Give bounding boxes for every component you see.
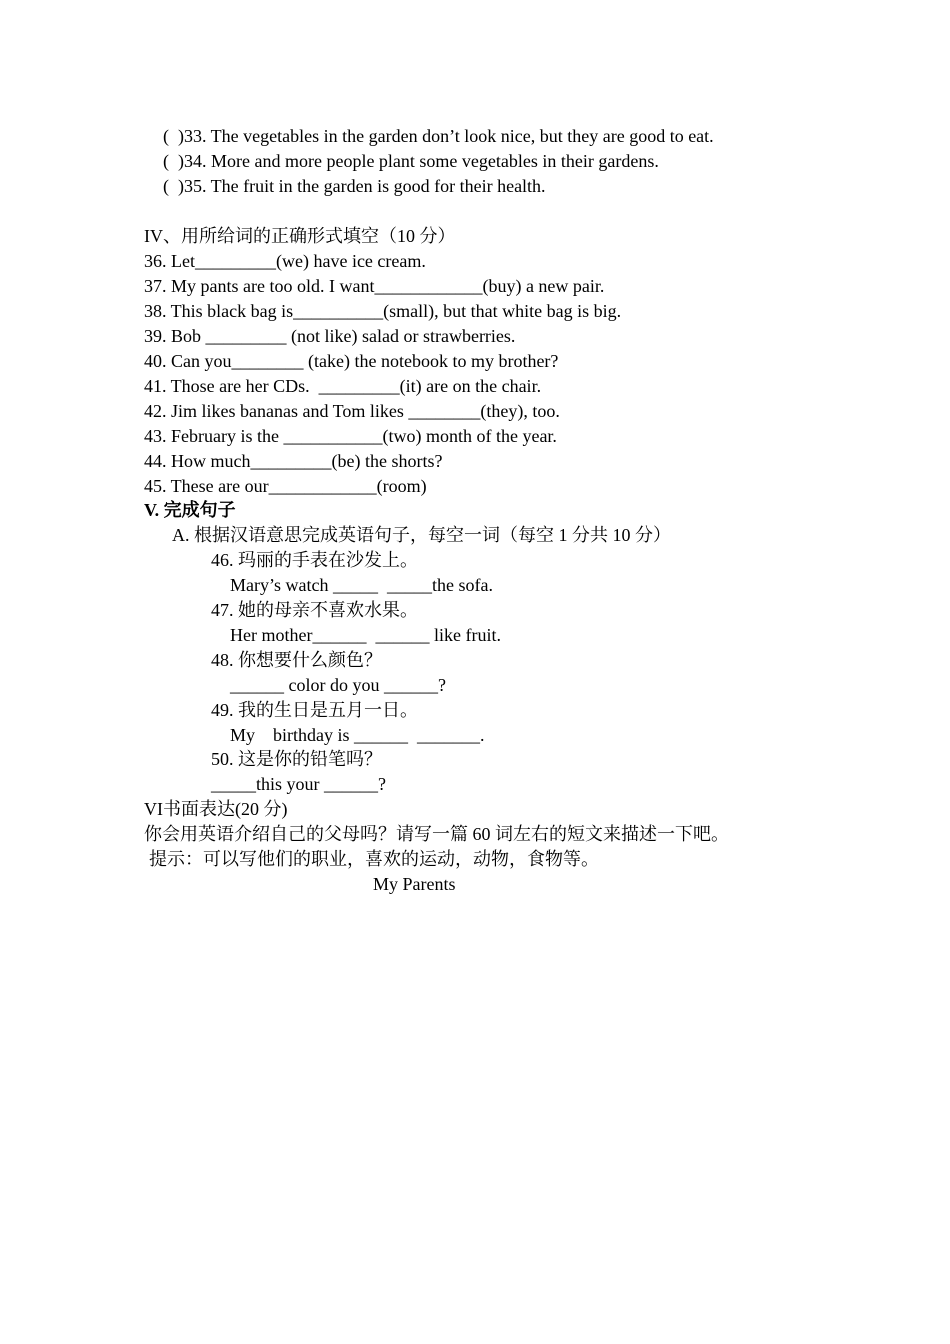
- translate-item-48-cn: 48. 你想要什么颜色？: [211, 650, 382, 670]
- fill-item-38: 38. This black bag is__________(small), but that white bag is big.: [144, 301, 622, 321]
- fill-item-42: 42. Jim likes bananas and Tom likes ________(they), too.: [144, 401, 560, 421]
- translate-item-49-cn: 49. 我的生日是五月一日。: [211, 700, 418, 720]
- translate-item-46-cn: 46. 玛丽的手表在沙发上。: [211, 550, 418, 570]
- fill-item-40: 40. Can you________ (take) the notebook to my brother?: [144, 351, 559, 371]
- fill-item-39: 39. Bob _________ (not like) salad or strawberries.: [144, 326, 516, 346]
- translate-item-50-en: _____this your ______?: [211, 774, 386, 794]
- section-5-sub-heading: A. 根据汉语意思完成英语句子，每空一词（每空 1 分共 10 分）: [172, 525, 671, 545]
- fill-item-43: 43. February is the ___________(two) month of the year.: [144, 426, 557, 446]
- fill-item-41: 41. Those are her CDs. _________(it) are on the chair.: [144, 376, 542, 396]
- section-5-heading: V. 完成句子: [144, 500, 236, 520]
- fill-item-45: 45. These are our____________(room): [144, 476, 427, 496]
- fill-item-44: 44. How much_________(be) the shorts?: [144, 451, 443, 471]
- writing-prompt: 你会用英语介绍自己的父母吗？请写一篇 60 词左右的短文来描述一下吧。: [144, 824, 729, 844]
- translate-item-47-en: Her mother______ ______ like fruit.: [230, 625, 501, 645]
- translate-item-46-en: Mary’s watch _____ _____the sofa.: [230, 575, 493, 595]
- fill-item-37: 37. My pants are too old. I want____________(buy) a new pair.: [144, 276, 605, 296]
- writing-hint: 提示：可以写他们的职业，喜欢的运动，动物，食物等。: [149, 849, 599, 869]
- judge-item-34: ( )34. More and more people plant some vegetables in their gardens.: [163, 151, 659, 171]
- section-4-heading: IV、用所给词的正确形式填空（10 分）: [144, 226, 456, 246]
- judge-item-33: ( )33. The vegetables in the garden don’t look nice, but they are good to eat.: [163, 126, 714, 146]
- translate-item-47-cn: 47. 她的母亲不喜欢水果。: [211, 600, 418, 620]
- fill-item-36: 36. Let_________(we) have ice cream.: [144, 251, 426, 271]
- essay-title: My Parents: [373, 874, 456, 894]
- translate-item-48-en: ______ color do you ______?: [230, 675, 446, 695]
- section-6-heading: VI书面表达(20 分): [144, 799, 288, 819]
- judge-item-35: ( )35. The fruit in the garden is good for their health.: [163, 176, 546, 196]
- translate-item-49-en: My birthday is ______ _______.: [230, 725, 485, 745]
- translate-item-50-cn: 50. 这是你的铅笔吗？: [211, 749, 382, 769]
